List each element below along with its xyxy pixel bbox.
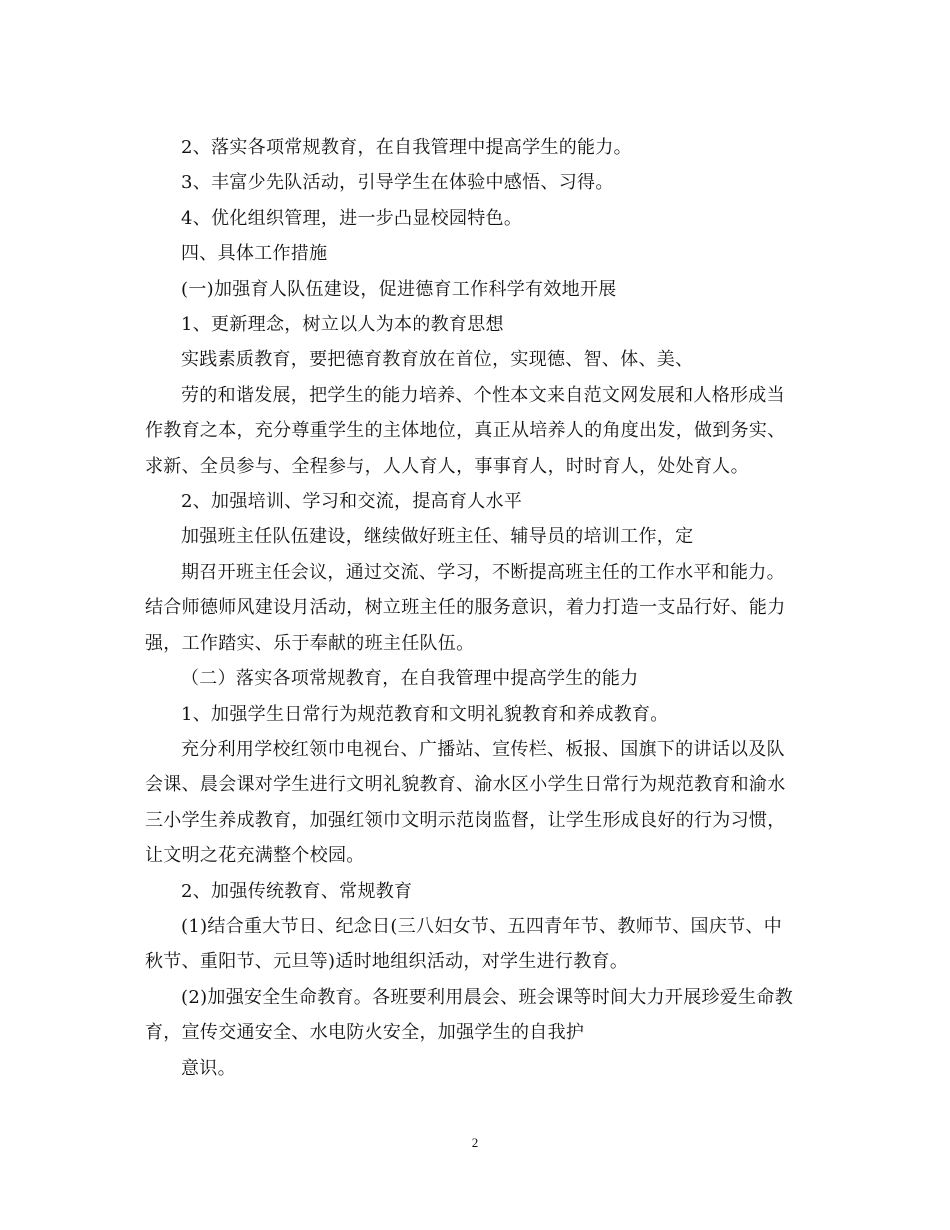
- text-line: 2、加强传统教育、常规教育: [181, 880, 413, 902]
- text-line: 1、加强学生日常行为规范教育和文明礼貌教育和养成教育。: [181, 703, 669, 725]
- text-line: 期召开班主任会议，通过交流、学习，不断提高班主任的工作水平和能力。: [181, 561, 785, 583]
- text-line: 3、丰富少先队活动，引导学生在体验中感悟、习得。: [181, 172, 614, 194]
- text-line: 2、落实各项常规教育，在自我管理中提高学生的能力。: [181, 137, 632, 158]
- text-line: 秋节、重阳节、元旦等)适时地组织活动，对学生进行教育。: [145, 951, 629, 973]
- text-line: 劳的和谐发展，把学生的能力培养、个性本文来自范文网发展和人格形成当: [181, 384, 785, 406]
- text-line: 4、优化组织管理，进一步凸显校园特色。: [181, 207, 523, 229]
- text-line: 作教育之本，充分尊重学生的主体地位，真正从培养人的角度出发，做到务实、: [145, 420, 786, 442]
- text-line: 实践素质教育，要把德育教育放在首位，实现德、智、体、美、: [181, 349, 694, 371]
- text-line: 1、更新理念，树立以人为本的教育思想: [181, 314, 504, 336]
- text-line: 充分利用学校红领巾电视台、广播站、宣传栏、板报、国旗下的讲话以及队: [181, 738, 785, 760]
- subsection-heading: (一)加强育人队伍建设，促进德育工作科学有效地开展: [181, 278, 617, 300]
- text-line: 让文明之花充满整个校园。: [145, 845, 365, 867]
- document-body: [145, 130, 810, 1086]
- text-line: (1)结合重大节日、纪念日(三八妇女节、五四青年节、教师节、国庆节、中: [181, 915, 783, 937]
- subsection-heading: （二）落实各项常规教育，在自我管理中提高学生的能力: [181, 668, 639, 690]
- text-line: 育，宣传交通安全、水电防火安全，加强学生的自我护: [145, 1022, 585, 1044]
- text-line: 三小学生养成教育，加强红领巾文明示范岗监督，让学生形成良好的行为习惯，: [145, 809, 786, 831]
- text-line: 结合师德师风建设月活动，树立班主任的服务意识，着力打造一支品行好、能力: [145, 597, 786, 619]
- text-line: 求新、全员参与、全程参与，人人育人，事事育人，时时育人，处处育人。: [145, 455, 749, 477]
- text-line: 强，工作踏实、乐于奉献的班主任队伍。: [145, 632, 475, 654]
- text-line: 加强班主任队伍建设，继续做好班主任、辅导员的培训工作，定: [181, 526, 694, 548]
- text-line: 2、加强培训、学习和交流，提高育人水平: [181, 491, 523, 513]
- page-number: 2: [471, 1135, 479, 1150]
- text-line: (2)加强安全生命教育。各班要利用晨会、班会课等时间大力开展珍爱生命教: [181, 986, 793, 1008]
- text-line: 意识。: [181, 1057, 236, 1079]
- section-heading: 四、具体工作措施: [181, 243, 328, 265]
- text-line: 会课、晨会课对学生进行文明礼貌教育、渝水区小学生日常行为规范教育和渝水: [145, 774, 786, 796]
